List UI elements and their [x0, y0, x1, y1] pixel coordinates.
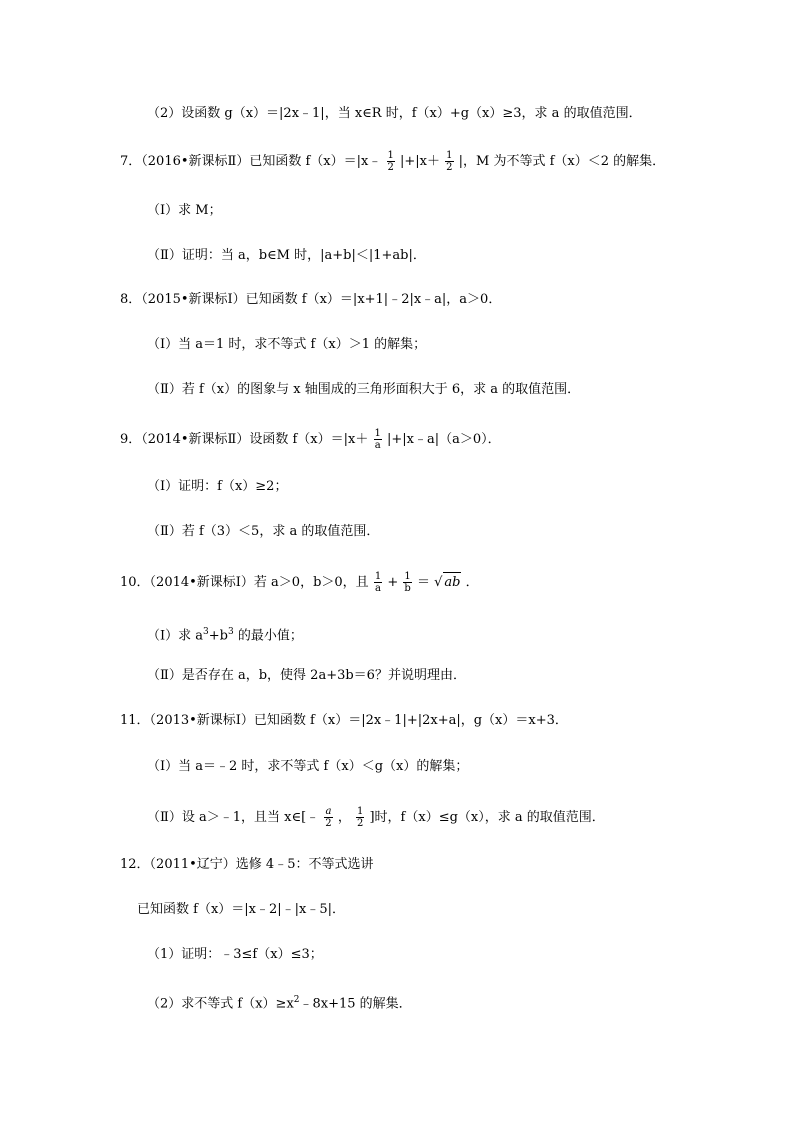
- q10-plus: +: [387, 575, 399, 590]
- q10-sqrt-content: ab: [443, 572, 461, 593]
- q7-part1: （Ⅰ）求 M；: [147, 203, 222, 218]
- q11-part2: [147, 806, 605, 829]
- q10-eq: ＝: [416, 575, 430, 590]
- q12-part2-suffix: ﹣8x+15 的解集．: [299, 996, 412, 1012]
- q8-heading: 8．（2015•新课标Ⅰ）已知函数 f（x）＝|x+1|﹣2|x﹣a|，a＞0．: [120, 292, 502, 307]
- q10-sqrt: √ ab: [434, 575, 461, 590]
- q11-frac2-den: 2: [356, 818, 364, 829]
- q9-heading: [120, 428, 501, 451]
- q7-head-suffix: |，M 为不等式 f（x）＜2 的解集．: [458, 154, 666, 169]
- q10-part1-suffix: 的最小值；: [233, 628, 303, 644]
- q11-fraction-2: [356, 806, 364, 829]
- q10-part1-prefix: （Ⅰ）求 a: [147, 628, 204, 644]
- q7-frac2-num: 1: [446, 150, 453, 161]
- q11-fraction-1: [324, 806, 332, 829]
- q7-fraction-2: [445, 150, 453, 173]
- q10-heading: [120, 571, 479, 594]
- q10-frac1-den: a: [375, 583, 381, 594]
- q10-fraction-1: [374, 571, 382, 594]
- q11-frac1-num: a: [325, 806, 332, 817]
- q7-heading: [120, 150, 665, 173]
- q10-frac2-num: 1: [404, 571, 411, 582]
- q9-part2: （Ⅱ）若 f（3）＜5，求 a 的取值范围．: [147, 524, 380, 539]
- q11-part1: （Ⅰ）当 a＝﹣2 时，求不等式 f（x）＜g（x）的解集；: [147, 759, 469, 774]
- q9-frac-den: a: [374, 440, 381, 451]
- q10-frac1-num: 1: [374, 571, 382, 582]
- q12-part2-prefix: （2）求不等式 f（x）≥x: [147, 996, 294, 1012]
- q10-head-suffix: ．: [465, 575, 479, 590]
- q10-fraction-2: [403, 571, 411, 594]
- q10-frac2-den: b: [404, 583, 411, 594]
- q9-head-suffix: |+|x﹣a|（a＞0）．: [387, 432, 501, 447]
- q7-fraction-1: [387, 150, 395, 173]
- q11-part2-prefix: （Ⅱ）设 a＞﹣1，且当 x∈[﹣: [147, 810, 320, 825]
- q12-part2: [147, 990, 412, 1014]
- q11-part2-comma: ，: [337, 810, 351, 825]
- q10-part1-mid: +b: [208, 628, 228, 644]
- q10-part2: （Ⅱ）是否存在 a，b，使得 2a+3b＝6？并说明理由．: [147, 668, 466, 683]
- q11-frac2-num: 1: [356, 806, 364, 817]
- q8-part2: （Ⅱ）若 f（x）的图象与 x 轴围成的三角形面积大于 6，求 a 的取值范围．: [147, 382, 581, 397]
- q7-frac1-den: 2: [387, 162, 394, 173]
- q10-part1-exp2: 3: [227, 627, 234, 637]
- q6-part2: （2）设函数 g（x）＝|2x﹣1|，当 x∈R 时，f（x）+g（x）≥3，求 a 的取值范围．: [147, 106, 642, 121]
- q10-part1-exp1: 3: [203, 627, 209, 637]
- q9-head-prefix: 9．（2014•新课标Ⅱ）设函数 f（x）＝|x＋: [120, 432, 369, 447]
- q11-part2-suffix: ]时，f（x）≤g（x），求 a 的取值范围．: [369, 810, 605, 825]
- q7-head-prefix: 7．（2016•新课标Ⅱ）已知函数 f（x）＝|x﹣: [120, 154, 382, 169]
- q12-intro: 已知函数 f（x）＝|x﹣2|﹣|x﹣5|．: [137, 902, 346, 917]
- q12-heading: 12．（2011•辽宁）选修 4﹣5：不等式选讲: [120, 857, 374, 872]
- q9-part1: （Ⅰ）证明：f（x）≥2；: [147, 479, 288, 494]
- q9-fraction: [374, 428, 382, 451]
- q9-frac-num: 1: [374, 428, 381, 439]
- q10-head-prefix: 10．（2014•新课标Ⅰ）若 a＞0，b＞0，且: [120, 575, 369, 590]
- q11-frac1-den: 2: [325, 818, 332, 829]
- q7-part2: （Ⅱ）证明：当 a，b∈M 时，|a+b|＜|1+ab|．: [147, 248, 426, 263]
- q12-part2-exp: 2: [293, 995, 300, 1005]
- q7-frac1-num: 1: [387, 150, 394, 161]
- q7-head-mid: |+|x＋: [400, 154, 440, 169]
- q11-heading: 11．（2013•新课标Ⅰ）已知函数 f（x）＝|2x﹣1|+|2x+a|，g（x）＝x+3．: [120, 713, 568, 728]
- q8-part1: （Ⅰ）当 a＝1 时，求不等式 f（x）＞1 的解集；: [147, 337, 427, 352]
- q10-part1: [147, 622, 303, 646]
- q7-frac2-den: 2: [446, 162, 453, 173]
- q12-part1: （1）证明：﹣3≤f（x）≤3；: [147, 947, 323, 962]
